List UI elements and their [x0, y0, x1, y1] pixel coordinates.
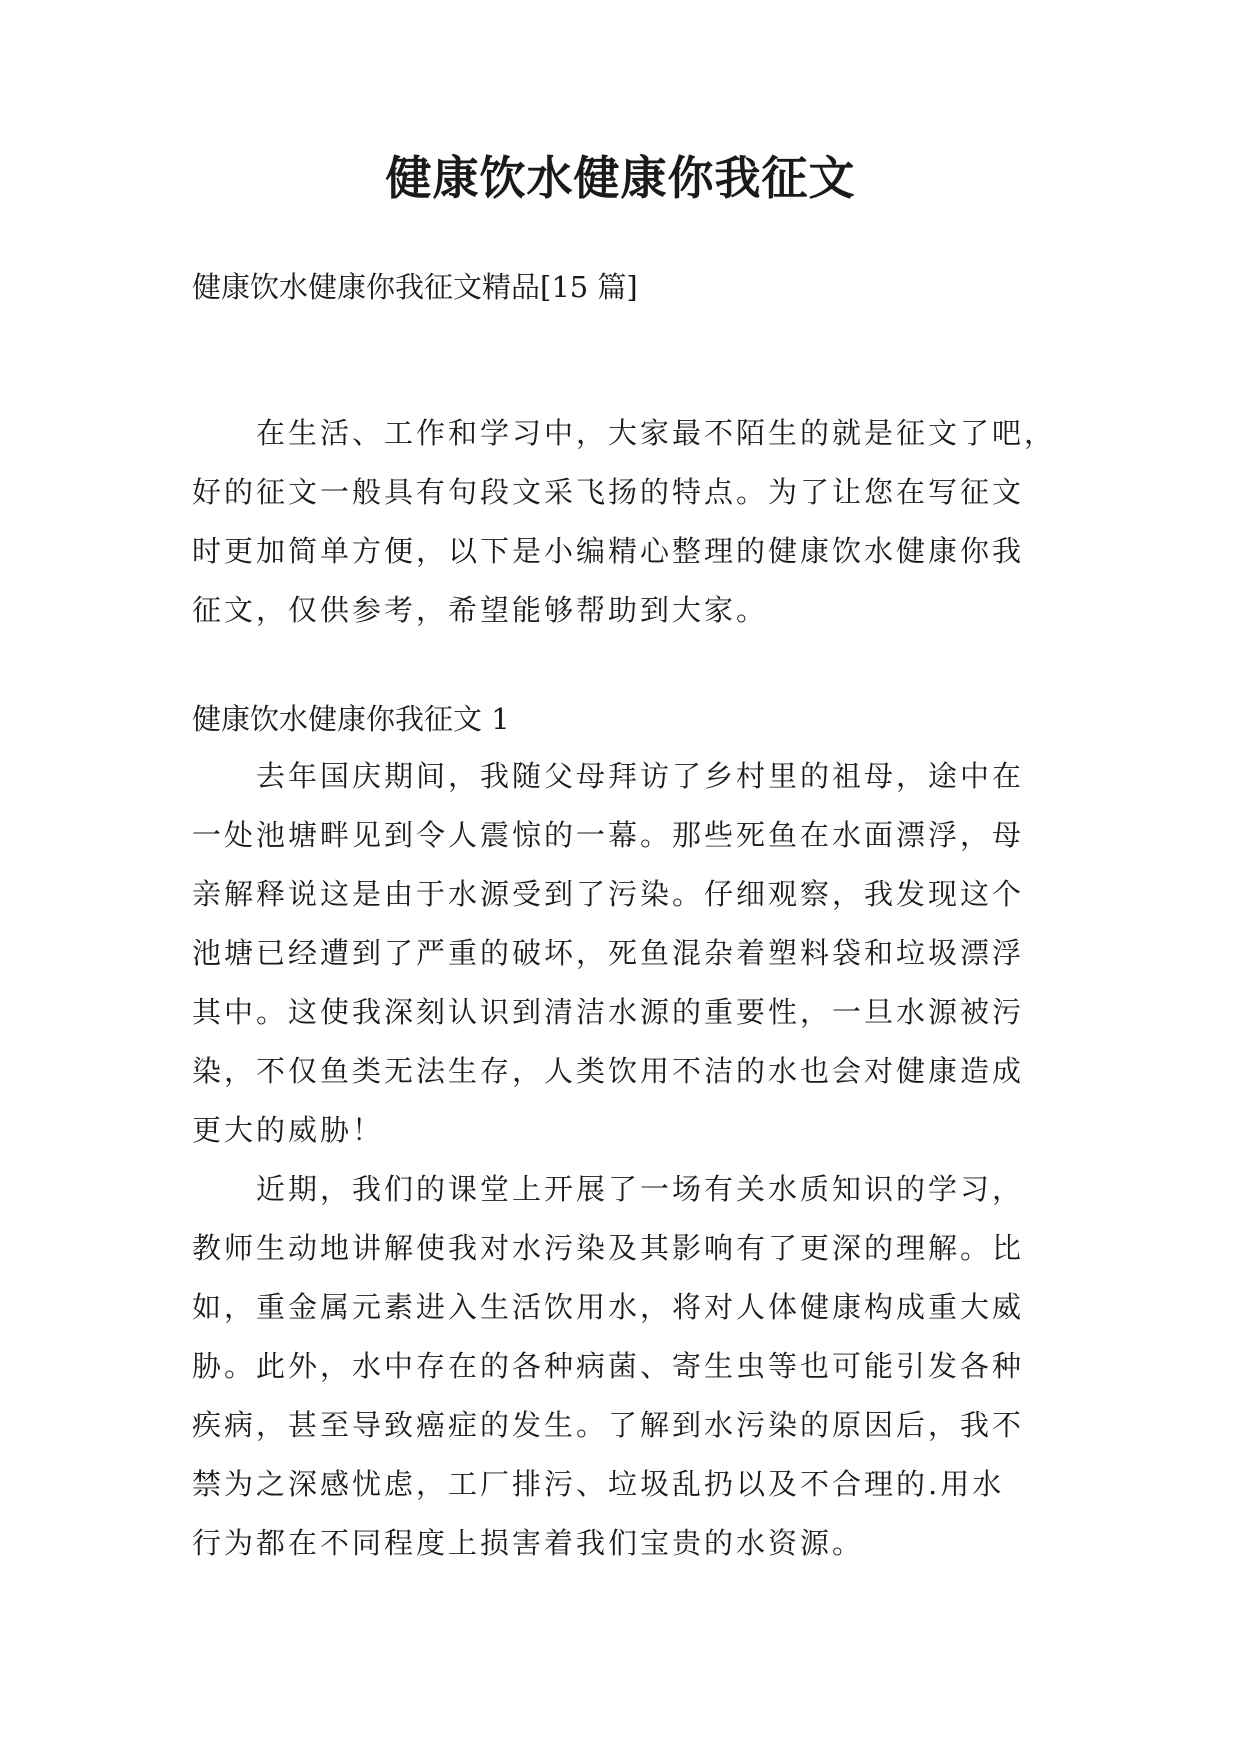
paragraph-line: 一处池塘畔见到令人震惊的一幕。那些死鱼在水面漂浮，母 — [192, 818, 1025, 852]
intro-line: 好的征文一般具有句段文采飞扬的特点。为了让您在写征文 — [192, 475, 1025, 509]
paragraph-line: 教师生动地讲解使我对水污染及其影响有了更深的理解。比 — [192, 1231, 1025, 1265]
paragraph-line: 亲解释说这是由于水源受到了污染。仔细观察，我发现这个 — [192, 877, 1025, 911]
intro-line: 在生活、工作和学习中，大家最不陌生的就是征文了吧， — [192, 416, 1057, 450]
paragraph-line: 去年国庆期间，我随父母拜访了乡村里的祖母，途中在 — [192, 759, 1025, 793]
intro-line: 征文，仅供参考，希望能够帮助到大家。 — [192, 593, 769, 627]
paragraph-line: 胁。此外，水中存在的各种病菌、寄生虫等也可能引发各种 — [192, 1349, 1025, 1383]
document-title: 健康饮水健康你我征文 — [385, 151, 856, 205]
intro-line: 时更加简单方便，以下是小编精心整理的健康饮水健康你我 — [192, 534, 1025, 568]
paragraph-2 — [192, 1160, 1052, 1573]
paragraph-line: 行为都在不同程度上损害着我们宝贵的水资源。 — [192, 1526, 865, 1560]
paragraph-1 — [192, 747, 1052, 1160]
document-subtitle: 健康饮水健康你我征文精品[15 篇] — [192, 270, 638, 304]
paragraph-line: 其中。这使我深刻认识到清洁水源的重要性，一旦水源被污 — [192, 995, 1025, 1029]
section-heading: 健康饮水健康你我征文 1 — [192, 702, 510, 736]
paragraph-line: 疾病，甚至导致癌症的发生。了解到水污染的原因后，我不 — [192, 1408, 1025, 1442]
paragraph-line: 如，重金属元素进入生活饮用水，将对人体健康构成重大威 — [192, 1290, 1025, 1324]
paragraph-line: 禁为之深感忧虑，工厂排污、垃圾乱扔以及不合理的.用水 — [192, 1467, 1005, 1501]
paragraph-line: 近期，我们的课堂上开展了一场有关水质知识的学习， — [192, 1172, 1025, 1206]
paragraph-line: 池塘已经遭到了严重的破坏，死鱼混杂着塑料袋和垃圾漂浮 — [192, 936, 1025, 970]
paragraph-line: 染，不仅鱼类无法生存，人类饮用不洁的水也会对健康造成 — [192, 1054, 1025, 1088]
paragraph-line: 更大的威胁！ — [192, 1113, 385, 1147]
intro-paragraph — [192, 404, 1057, 640]
